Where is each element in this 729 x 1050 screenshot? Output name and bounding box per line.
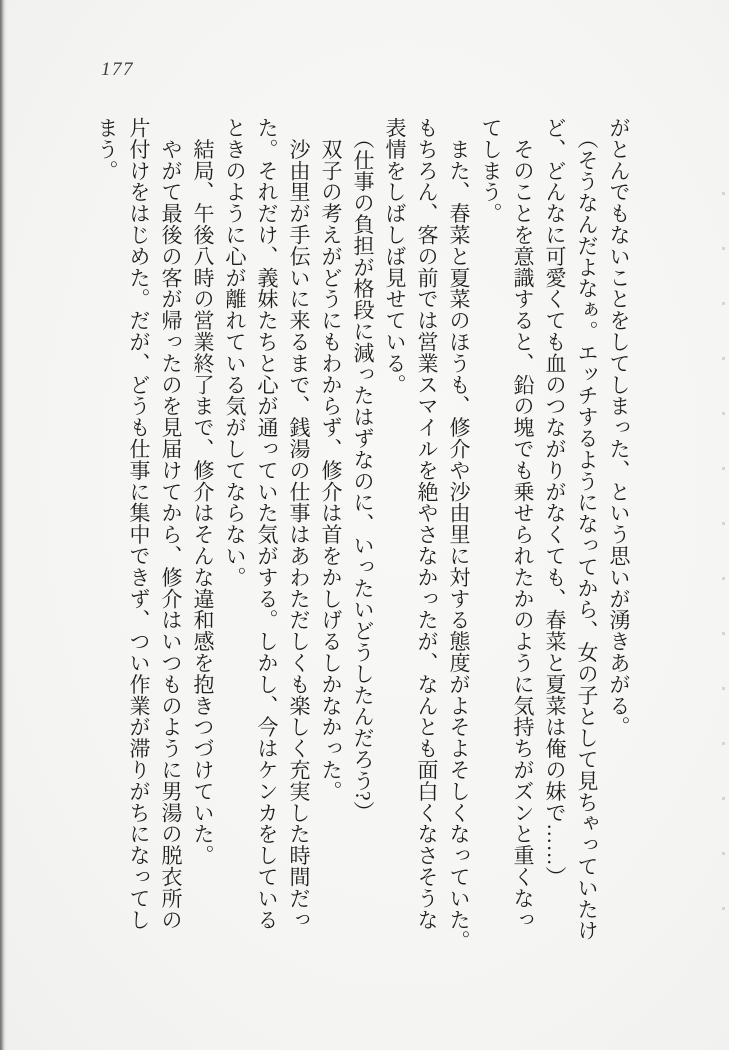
text-line: た。それだけ、義妹たちと心が通っていた気がする。しかし、今はケンカをしている (255, 117, 279, 931)
text-line: ときのように心が離れている気がしてならない。 (223, 117, 247, 588)
text-line: 結局、午後八時の営業終了まで、修介はそんな違和感を抱きつづけていた。 (191, 117, 215, 866)
text-line: ど、どんなに可愛くても血のつながりがなくても、春菜と夏菜は俺の妹で……） (543, 117, 567, 888)
page-gutter-shadow (0, 0, 8, 1050)
text-line: （仕事の負担が格段に減ったはずなのに、いったいどうしたんだろう?） (351, 117, 375, 823)
text-line: 沙由里が手伝いに来るまで、銭湯の仕事はあわただしくも楽しく充実した時間だっ (287, 117, 311, 931)
page-number: 177 (101, 59, 134, 80)
vertical-text-block (90, 117, 635, 960)
text-line: もちろん、客の前では営業スマイルを絶やさなかったが、なんとも面白くなさそうな (415, 117, 439, 931)
text-line: てしまう。 (479, 117, 503, 224)
text-line: まう。 (95, 117, 119, 182)
text-line: そのことを意識すると、鉛の塊でも乗せられたかのように気持ちがズンと重くなっ (511, 117, 535, 931)
text-line: がとんでもないことをしてしまった、という思いが湧きあがる。 (607, 117, 631, 738)
text-line: 片付けをはじめた。だが、どうも仕事に集中できず、つい作業が滞りがちになってし (127, 117, 151, 931)
text-line: やがて最後の客が帰ったのを見届けてから、修介はいつものように男湯の脱衣所の (159, 117, 183, 931)
text-line: （そうなんだよなぁ。エッチするようになってから、女の子として見ちゃっていたけ (575, 117, 599, 942)
text-line: 表情をしばしば見せている。 (383, 117, 407, 396)
text-line: 双子の考えがどうにもわからず、修介は首をかしげるしかなかった。 (319, 117, 343, 802)
scan-noise-specks (722, 140, 725, 940)
text-line: また、春菜と夏菜のほうも、修介や沙由里に対する態度がよそよそしくなっていた。 (447, 117, 471, 952)
